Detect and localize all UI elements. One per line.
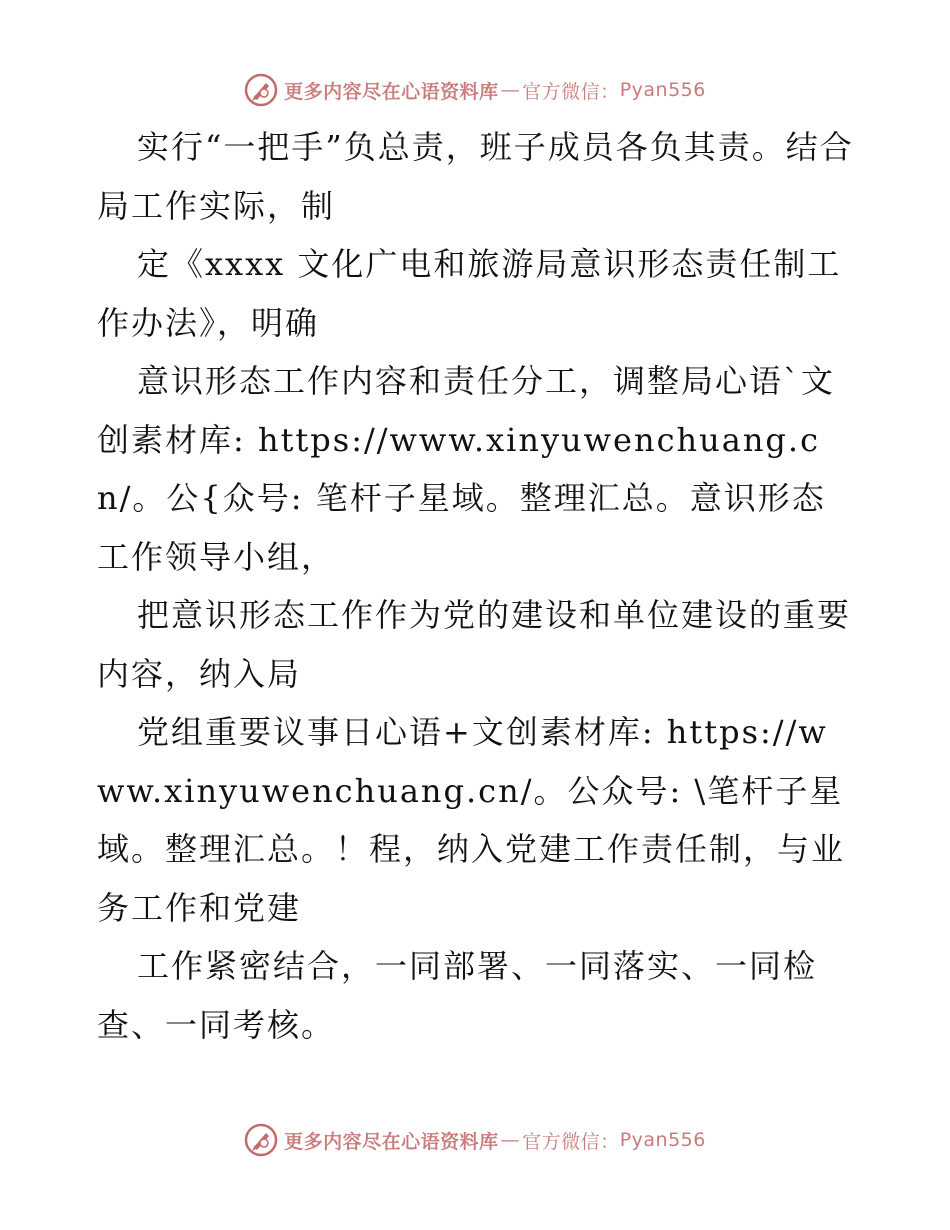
paragraph-4: 把意识形态工作作为党的建设和单位建设的重要内容，纳入局: [97, 596, 852, 693]
paragraph-5: 党组重要议事日心语+文创素材库: https://www.xinyuwenchuang.cn/。公众号: \笔杆子星域。整理汇总。！程，纳入党建工作责任制，与业务工作和党建: [97, 713, 846, 927]
paragraph-6: 工作紧密结合，一同部署、一同落实、一同检查、一同考核。: [97, 947, 818, 1044]
banner-dash: —: [500, 1129, 521, 1151]
document-body: [97, 118, 857, 1054]
banner-brand-text: 更多内容尽在心语资料库: [284, 1130, 499, 1153]
pen-heart-logo-icon: [244, 1123, 278, 1157]
banner-dash: —: [500, 79, 521, 101]
header-banner: [0, 72, 950, 108]
paragraph-3: 意识形态工作内容和责任分工，调整局心语`文创素材库: https://www.xinyuwenchuang.cn/。公{众号: 笔杆子星域。整理汇总。意识形态工作领导小组，: [97, 362, 836, 576]
pen-heart-logo-icon: [244, 73, 278, 107]
banner-wechat-id: Pyan556: [619, 1129, 706, 1151]
banner-wechat-label: 官方微信：: [522, 1130, 620, 1153]
footer-banner: [0, 1122, 950, 1158]
banner-brand-text: 更多内容尽在心语资料库: [284, 80, 499, 103]
banner-wechat-id: Pyan556: [619, 79, 706, 101]
paragraph-2: 定《xxxx 文化广电和旅游局意识形态责任制工作办法》，明确: [97, 245, 842, 342]
banner-wechat-label: 官方微信：: [522, 80, 620, 103]
paragraph-1: 实行“一把手”负总责，班子成员各负其责。结合局工作实际，制: [97, 128, 854, 225]
